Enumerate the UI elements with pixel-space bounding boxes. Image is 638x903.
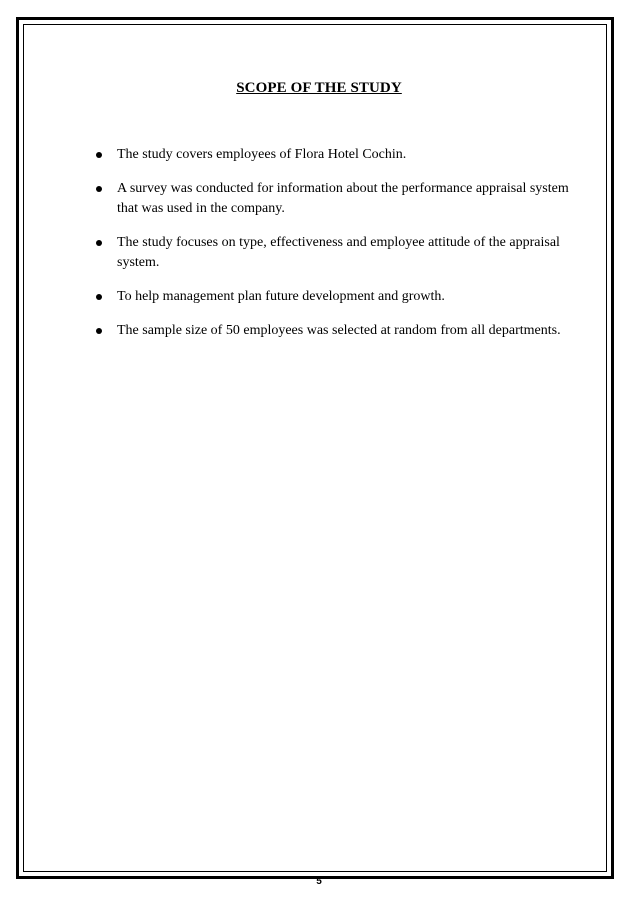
section-heading: SCOPE OF THE STUDY [236,80,402,96]
bullet-icon [96,240,102,246]
bullet-text: The study focuses on type, effectiveness and employee attitude of the appraisal system. [117,235,560,270]
bullet-text: To help management plan future development and growth. [117,289,445,304]
bullet-item [95,145,575,165]
scope-bullet-list [95,145,575,355]
page-number: 5 [316,876,322,887]
bullet-item [95,233,575,273]
bullet-item [95,287,575,307]
bullet-item [95,321,575,341]
bullet-text: The sample size of 50 employees was selected at random from all departments. [117,323,561,338]
bullet-icon [96,294,102,300]
bullet-icon [96,186,102,192]
bullet-text: A survey was conducted for information about the performance appraisal system that was used in the company. [117,181,569,216]
bullet-icon [96,152,102,158]
bullet-icon [96,328,102,334]
bullet-text: The study covers employees of Flora Hotel Cochin. [117,147,407,162]
bullet-item [95,179,575,219]
